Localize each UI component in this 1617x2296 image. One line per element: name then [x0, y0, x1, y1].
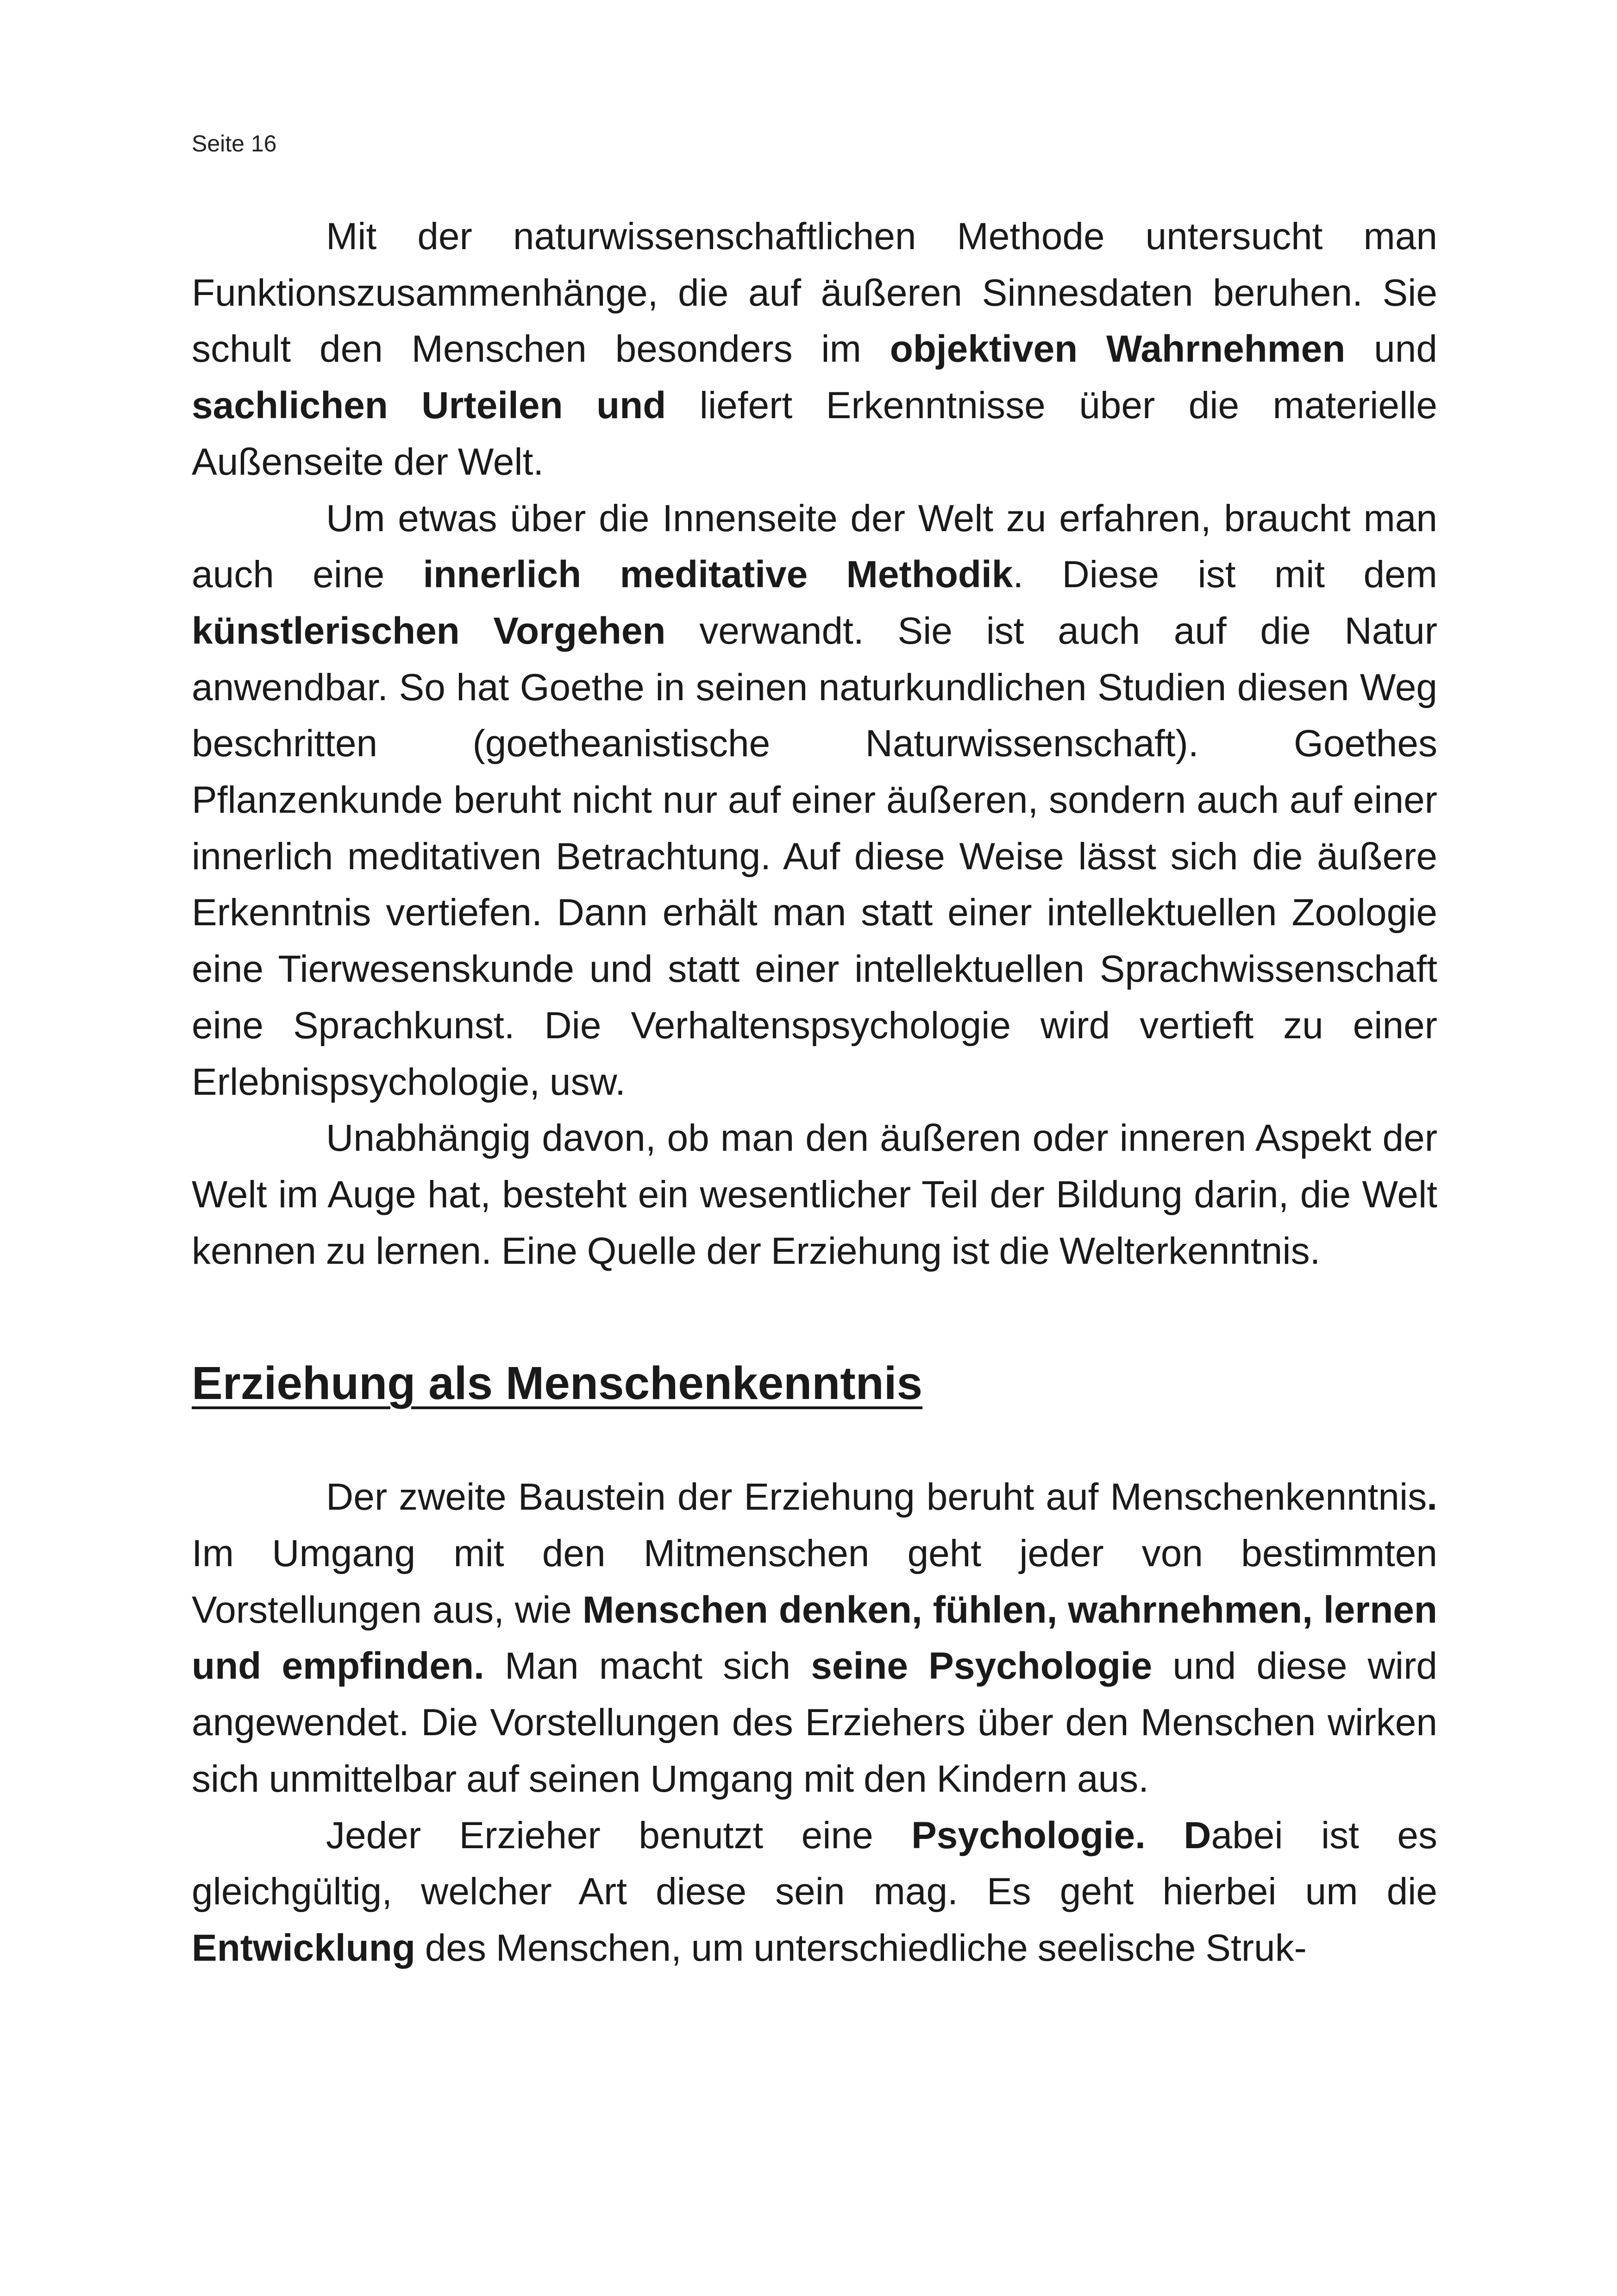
bold-text: sachlichen Urteilen und: [192, 384, 666, 427]
bold-text: seine Psychologie: [811, 1645, 1153, 1687]
document-page: [192, 130, 1437, 1976]
page-header: Seite 16: [192, 131, 277, 157]
bold-text: innerlich meditative Methodik: [423, 553, 1013, 596]
text-run: des Menschen, um unterschiedliche seelische Struk-: [415, 1926, 1307, 1969]
paragraph: [192, 1469, 1437, 1807]
text-run: Unabhängig davon, ob man den äußeren oder inneren Aspekt der Welt im Auge hat, besteht ein wesentlicher Teil der Bildung darin, die Welt kennen zu lernen. Eine Quelle der Erziehung ist die Welterkenntnis.: [192, 1117, 1437, 1272]
paragraph: [192, 1807, 1437, 1976]
text-run: abei ist es gleichgültig, welcher Art diese sein mag. Es geht hierbei um die: [192, 1814, 1437, 1913]
text-run: . Diese ist mit dem: [1013, 553, 1437, 596]
section-spacer: [192, 1279, 1437, 1353]
bold-text: .: [1427, 1476, 1437, 1518]
bold-text: künstlerischen Vorgehen: [192, 609, 666, 652]
paragraph: [192, 1110, 1437, 1279]
text-run: Jeder Erzieher benutzt eine: [326, 1814, 912, 1857]
text-run: verwandt. Sie ist auch auf die Natur anwendbar. So hat Goethe in seinen naturkundlichen Studien diesen Weg beschritten (goetheanistische Naturwissenschaft). Goethes Pflanzenkunde beruht nicht nur auf einer äußeren, sondern auch auf einer innerlich meditativen Betrachtung. Auf diese Weise lässt sich die äußere Erkenntnis vertiefen. Dann erhält man statt einer intellektuellen Zoologie eine Tierwesenskunde und statt einer intellektuellen Sprachwissenschaft eine Sprachkunst. Die Verhaltenspsychologie wird vertieft zu einer Erlebnispsychologie, usw.: [192, 609, 1437, 1103]
bold-text: Entwicklung: [192, 1926, 415, 1969]
text-run: Man macht sich: [484, 1645, 811, 1687]
text-run: Mit der naturwissenschaftlichen Methode untersucht man Funktionszusammenhänge, die auf äußeren Sinnesdaten beruhen. Sie schult den Menschen besonders im: [192, 215, 1437, 370]
paragraph: [192, 490, 1437, 1110]
bold-text: objektiven Wahrnehmen: [890, 328, 1346, 370]
bold-text: Psychologie. D: [911, 1814, 1211, 1857]
text-run: und: [1345, 328, 1437, 370]
paragraph: [192, 208, 1437, 490]
text-run: Um etwas über die Innenseite der Welt zu erfahren, braucht man auch eine: [192, 497, 1437, 596]
section-heading: Erziehung als Menschenkenntnis: [192, 1357, 923, 1410]
text-run: Der zweite Baustein der Erziehung beruht auf Menschenkenntnis: [326, 1476, 1427, 1518]
text-run: liefert Erkenntnisse über die materielle Außenseite der Welt.: [192, 384, 1438, 483]
text-run: Im Umgang mit den Mitmenschen geht jeder von bestimmten Vorstellungen aus, wie: [192, 1532, 1437, 1631]
bold-text: Menschen denken, fühlen, wahrnehmen, lernen und empfinden.: [192, 1588, 1437, 1687]
text-run: und diese wird angewendet. Die Vorstellungen des Erziehers über den Menschen wirken sich unmittelbar auf seinen Umgang mit den Kindern aus.: [192, 1645, 1438, 1800]
